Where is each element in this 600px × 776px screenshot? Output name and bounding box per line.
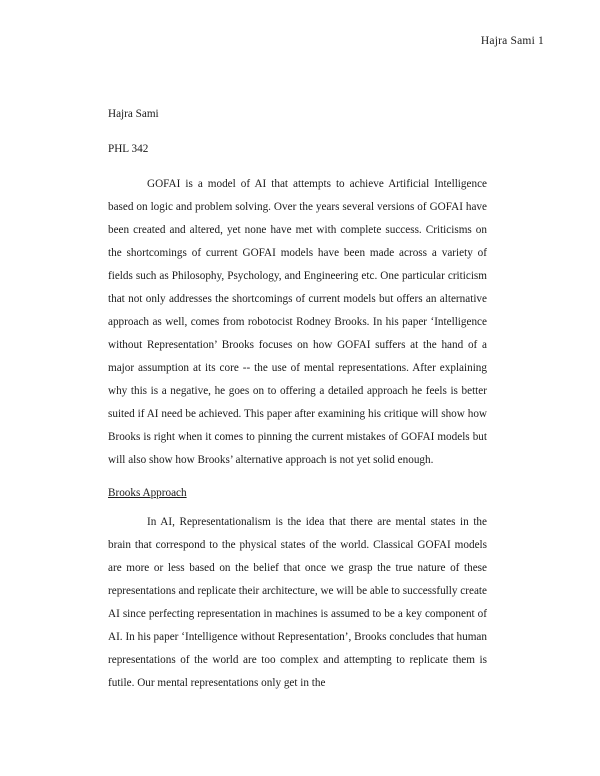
body-paragraph: In AI, Representationalism is the idea that there are mental states in the brain that correspond to the physical states of the world. Classical GOFAI models are more or less based on the belief that once we grasp the true nature of these representations and replicate their architecture, we will be able to successfully create AI since perfecting representation in machines is assumed to be a key component of AI. In his paper ‘Intelligence without Representation’, Brooks concludes that human representations of the world are too complex and attempting to replicate them is futile. Our mental representations only get in the [108, 516, 487, 689]
document-body [108, 103, 487, 695]
section-heading-brooks-approach: Brooks Approach [108, 487, 187, 499]
author-name: Hajra Sami [108, 108, 159, 120]
intro-paragraph: GOFAI is a model of AI that attempts to achieve Artificial Intelligence based on logic and problem solving. Over the years several versions of GOFAI have been created and altered, yet none have met with complete success. Criticisms on the shortcomings of current GOFAI models have been made across a variety of fields such as Philosophy, Psychology, and Engineering etc. One particular criticism that not only addresses the shortcomings of current models but offers an alternative approach as well, comes from robotocist Rodney Brooks. In his paper ‘Intelligence without Representation’ Brooks focuses on how GOFAI suffers at the hand of a major assumption at its core -- the use of mental representations. After explaining why this is a negative, he goes on to offering a detailed approach he feels is better suited if AI need be achieved. This paper after examining his critique will show how Brooks is right when it comes to pinning the current mistakes of GOFAI models but will also show how Brooks’ alternative approach is not yet solid enough. [108, 178, 487, 466]
running-header: Hajra Sami 1 [480, 35, 544, 47]
course-code: PHL 342 [108, 143, 149, 155]
